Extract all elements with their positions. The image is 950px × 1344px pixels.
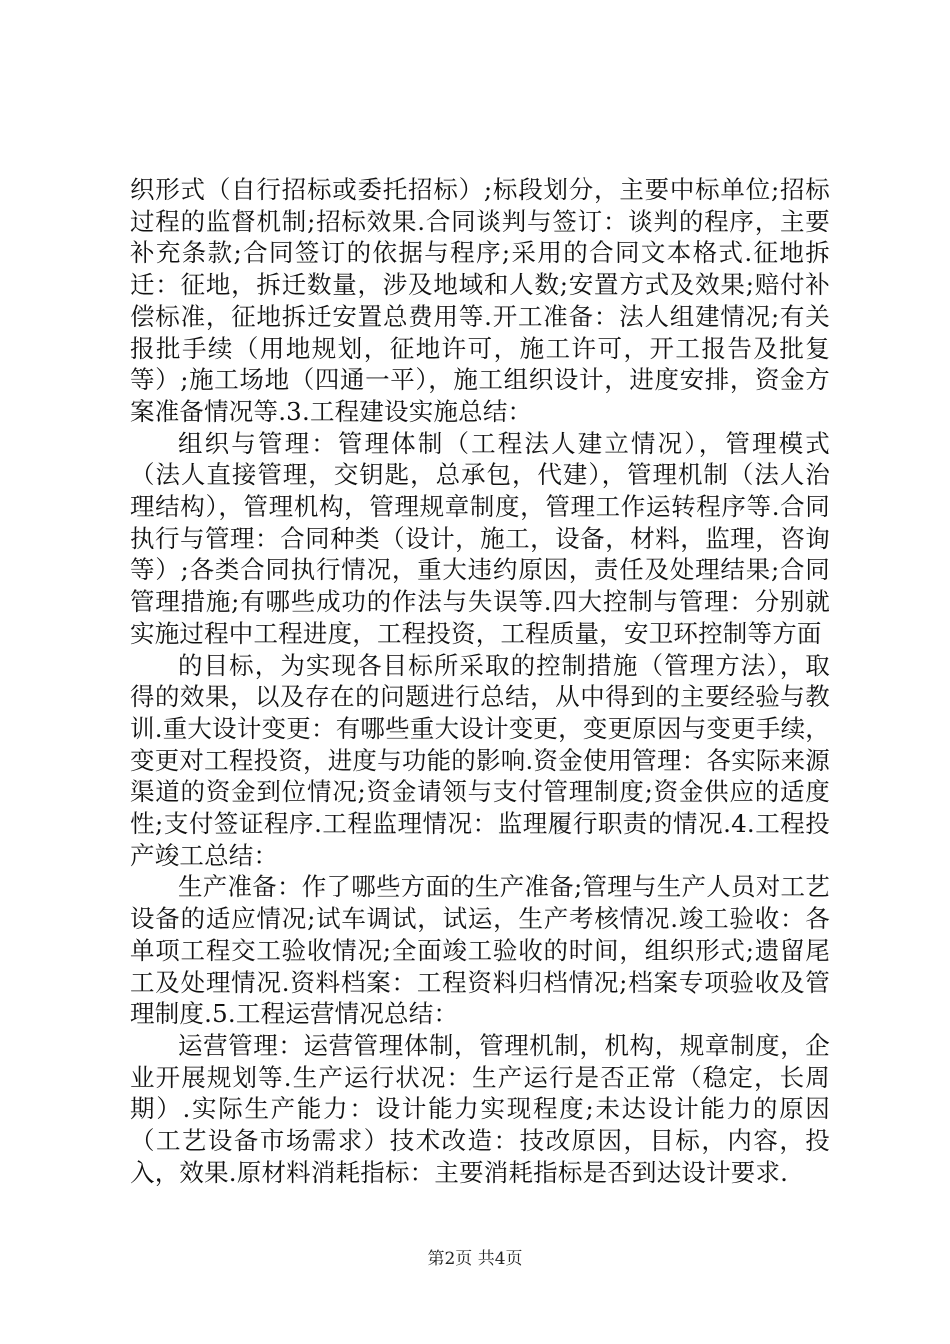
paragraph-1: 织形式（自行招标或委托招标）;标段划分，主要中标单位;招标过程的监督机制;招标效果.合同谈判与签订：谈判的程序，主要补充条款;合同签订的依据与程序;采用的合同文本格式.征地拆迁：征地，拆迁数量，涉及地域和人数;安置方式及效果;赔付补偿标准，征地拆迁安置总费用等.开工准备：法人组建情况;有关报批手续（用地规划，征地许可，施工许可，开工报告及批复等）;施工场地（四通一平），施工组织设计，进度安排，资金方案准备情况等.3.工程建设实施总结： — [130, 175, 830, 426]
paragraph-5: 运营管理：运营管理体制，管理机制，机构，规章制度，企业开展规划等.生产运行状况：生产运行是否正常（稳定，长周期）.实际生产能力：设计能力实现程度;未达设计能力的原因（工艺设备市场需求）技术改造：技改原因，目标，内容，投入，效果.原材料消耗指标：主要消耗指标是否到达设计要求. — [130, 1030, 830, 1187]
paragraph-4: 生产准备：作了哪些方面的生产准备;管理与生产人员对工艺设备的适应情况;试车调试，试运，生产考核情况.竣工验收：各单项工程交工验收情况;全面竣工验收的时间，组织形式;遗留尾工及处理情况.资料档案：工程资料归档情况;档案专项验收及管理制度.5.工程运营情况总结： — [130, 872, 830, 1029]
page-footer: 第2页 共4页 — [427, 1249, 523, 1269]
paragraph-3: 的目标，为实现各目标所采取的控制措施（管理方法），取得的效果，以及存在的问题进行总结，从中得到的主要经验与教训.重大设计变更：有哪些重大设计变更，变更原因与变更手续，变更对工程投资，进度与功能的影响.资金使用管理：各实际来源渠道的资金到位情况;资金请领与支付管理制度;资金供应的适度性;支付签证程序.工程监理情况：监理履行职责的情况.4.工程投产竣工总结： — [130, 650, 830, 870]
document-body — [130, 174, 830, 1189]
paragraph-2: 组织与管理：管理体制（工程法人建立情况），管理模式（法人直接管理，交钥匙，总承包，代建），管理机制（法人治理结构），管理机构，管理规章制度，管理工作运转程序等.合同执行与管理：合同种类（设计，施工，设备，材料，监理，咨询等）;各类合同执行情况，重大违约原因，责任及处理结果;合同管理措施;有哪些成功的作法与失误等.四大控制与管理：分别就实施过程中工程进度，工程投资，工程质量，安卫环控制等方面 — [130, 428, 830, 648]
